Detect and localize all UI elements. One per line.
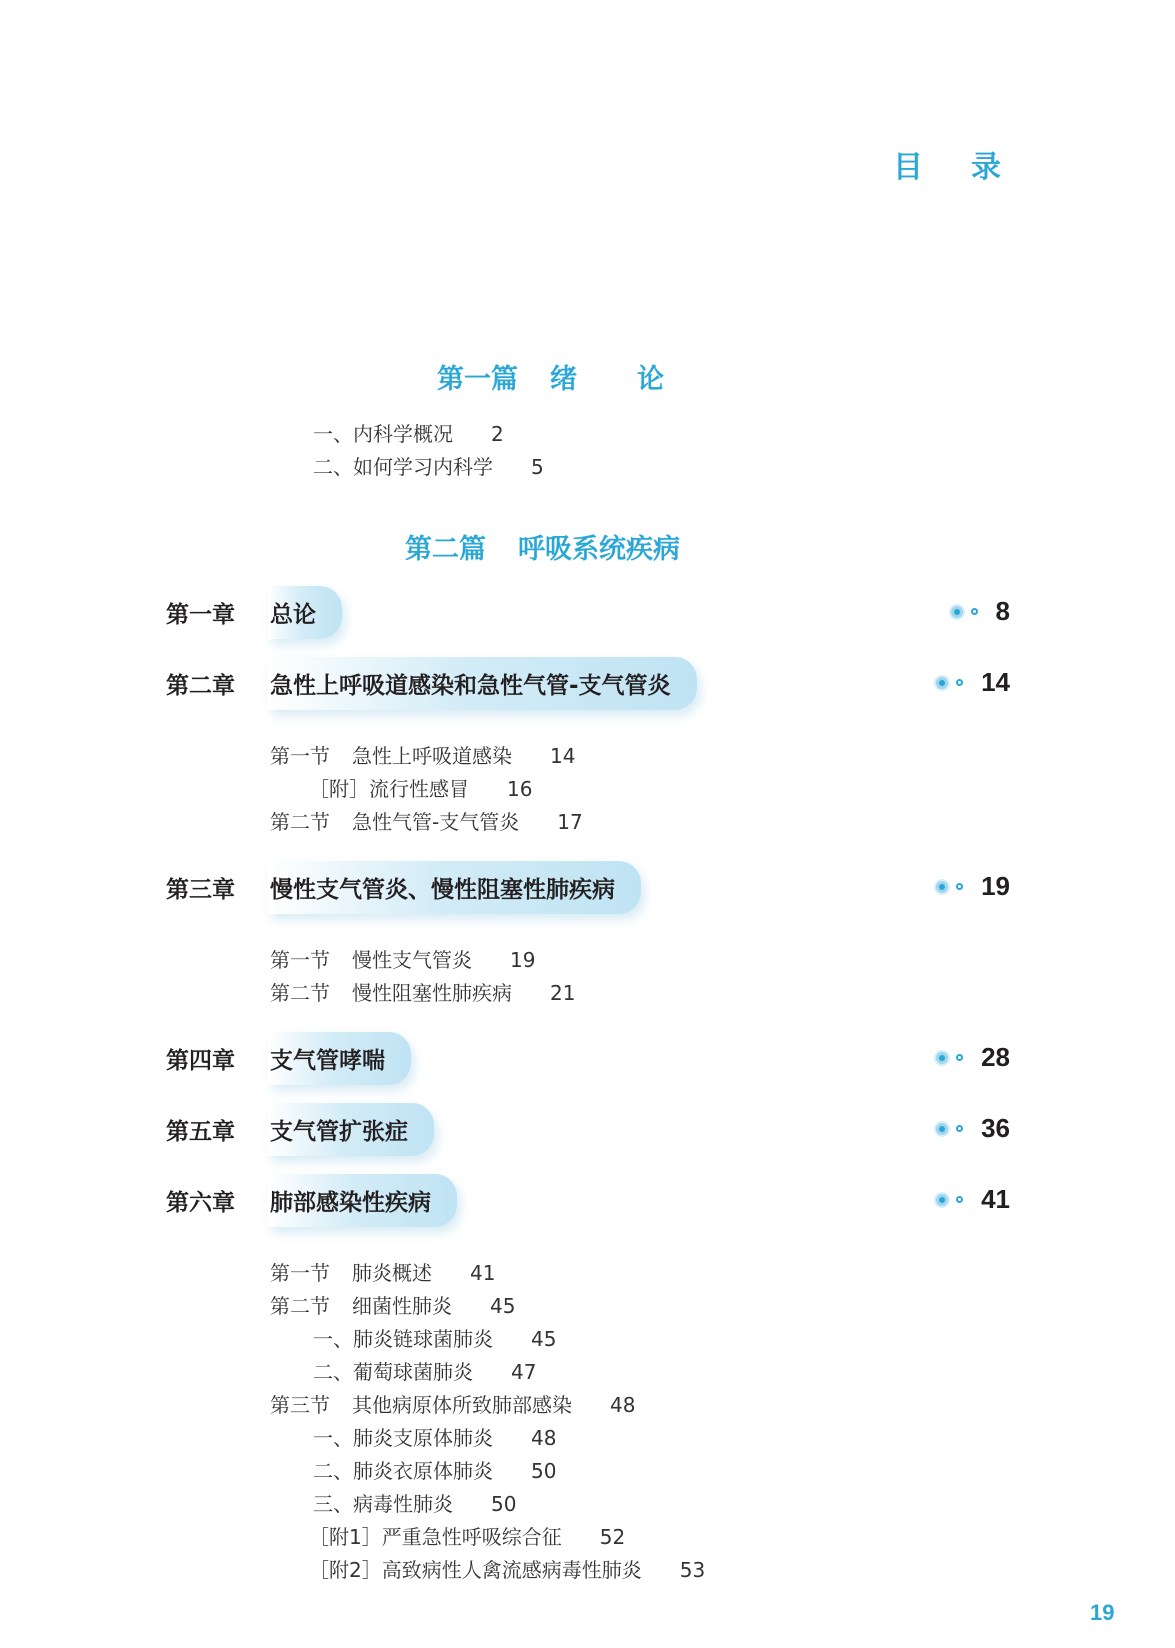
toc-entry[interactable]: [270, 1389, 635, 1418]
entry-page: 2: [491, 422, 504, 446]
entry-page: 50: [531, 1459, 557, 1483]
entry-label: 一、内科学概况: [313, 422, 453, 446]
chapter-title: 肺部感染性疾病: [268, 1174, 457, 1227]
chapter-row[interactable]: [0, 1033, 411, 1083]
part-heading: [437, 357, 724, 396]
chapter-page-number: 36: [981, 1113, 1010, 1143]
chapter-page: [951, 596, 1010, 627]
entry-page: 5: [531, 455, 544, 479]
chapter-page: [936, 1113, 1010, 1144]
bullet-dot-icon: [936, 677, 948, 689]
chapter-page-number: 8: [995, 596, 1010, 626]
page-number: 19: [1090, 1600, 1115, 1625]
entry-page: 21: [550, 981, 576, 1005]
entry-page: 17: [557, 810, 583, 834]
entry-label: 其他病原体所致肺部感染: [352, 1393, 572, 1417]
entry-label: 慢性阻塞性肺疾病: [352, 981, 512, 1005]
entry-page: 14: [550, 744, 576, 768]
chapter-page-number: 19: [981, 871, 1010, 901]
entry-label: ［附1］严重急性呼吸综合征: [309, 1525, 562, 1549]
chapter-number: 第五章: [166, 1118, 235, 1145]
toc-entry[interactable]: [309, 1521, 625, 1550]
chapter-page: [936, 871, 1010, 902]
toc-entry[interactable]: [313, 1455, 556, 1484]
section-prefix: 第二节: [270, 981, 330, 1005]
chapter-number: 第二章: [166, 672, 235, 699]
entry-label: 一、肺炎支原体肺炎: [313, 1426, 493, 1450]
toc-entry[interactable]: [309, 1554, 705, 1583]
toc-entry[interactable]: [313, 418, 504, 447]
chapter-row[interactable]: [0, 1104, 434, 1154]
bullet-ring-icon: [956, 679, 963, 686]
entry-label: 细菌性肺炎: [352, 1294, 452, 1318]
part-heading: [405, 527, 680, 566]
entry-label: ［附2］高致病性人禽流感病毒性肺炎: [309, 1558, 642, 1582]
entry-page: 41: [470, 1261, 496, 1285]
section-prefix: 第三节: [270, 1393, 330, 1417]
entry-page: 16: [507, 777, 533, 801]
part-number: 第一篇: [437, 364, 518, 395]
entry-page: 52: [599, 1525, 626, 1549]
bullet-ring-icon: [956, 883, 963, 890]
chapter-title: 急性上呼吸道感染和急性气管-支气管炎: [268, 657, 697, 710]
toc-entry[interactable]: [313, 1323, 556, 1352]
entry-label: ［附］流行性感冒: [309, 777, 469, 801]
entry-label: 三、病毒性肺炎: [313, 1492, 453, 1516]
chapter-page-number: 14: [981, 667, 1010, 697]
chapter-number: 第四章: [166, 1047, 235, 1074]
chapter-row[interactable]: [0, 862, 641, 912]
bullet-dot-icon: [936, 881, 948, 893]
part-name: 呼吸系统疾病: [518, 534, 680, 565]
chapter-page: [936, 667, 1010, 698]
toc-entry[interactable]: [270, 806, 583, 835]
toc-entry[interactable]: [270, 1257, 495, 1286]
chapter-title: 总论: [268, 586, 342, 639]
toc-entry[interactable]: [270, 944, 535, 973]
entry-page: 48: [531, 1426, 557, 1450]
entry-label: 一、肺炎链球菌肺炎: [313, 1327, 493, 1351]
entry-page: 48: [610, 1393, 636, 1417]
bullet-ring-icon: [956, 1196, 963, 1203]
section-prefix: 第二节: [270, 810, 330, 834]
chapter-page-number: 41: [981, 1184, 1010, 1214]
part-name: 绪论: [550, 364, 724, 395]
toc-entry[interactable]: [270, 977, 575, 1006]
toc-title: 目录: [893, 150, 1049, 185]
chapter-number: 第一章: [166, 601, 235, 628]
chapter-row[interactable]: [0, 1175, 457, 1225]
bullet-dot-icon: [936, 1123, 948, 1135]
bullet-dot-icon: [936, 1052, 948, 1064]
toc-entry[interactable]: [313, 1422, 556, 1451]
toc-entry[interactable]: [313, 451, 544, 480]
section-prefix: 第一节: [270, 744, 330, 768]
toc-entry[interactable]: [309, 773, 532, 802]
chapter-title: 支气管哮喘: [268, 1032, 411, 1085]
entry-page: 53: [679, 1558, 706, 1582]
entry-label: 急性上呼吸道感染: [352, 744, 512, 768]
entry-label: 二、葡萄球菌肺炎: [313, 1360, 473, 1384]
chapter-number: 第三章: [166, 876, 235, 903]
entry-label: 慢性支气管炎: [352, 948, 472, 972]
chapter-page-number: 28: [981, 1042, 1010, 1072]
section-prefix: 第一节: [270, 948, 330, 972]
chapter-row[interactable]: [0, 587, 342, 637]
chapter-title: 慢性支气管炎、慢性阻塞性肺疾病: [268, 861, 641, 914]
part-number: 第二篇: [405, 534, 486, 565]
section-prefix: 第一节: [270, 1261, 330, 1285]
toc-entry[interactable]: [270, 1290, 515, 1319]
bullet-ring-icon: [956, 1054, 963, 1061]
chapter-page: [936, 1042, 1010, 1073]
entry-label: 二、肺炎衣原体肺炎: [313, 1459, 493, 1483]
entry-page: 47: [511, 1360, 537, 1384]
entry-label: 肺炎概述: [352, 1261, 432, 1285]
bullet-dot-icon: [936, 1194, 948, 1206]
entry-page: 45: [531, 1327, 557, 1351]
entry-page: 19: [510, 948, 536, 972]
toc-entry[interactable]: [270, 740, 575, 769]
bullet-ring-icon: [956, 1125, 963, 1132]
entry-label: 急性气管-支气管炎: [352, 810, 520, 834]
section-prefix: 第二节: [270, 1294, 330, 1318]
chapter-page: [936, 1184, 1010, 1215]
entry-page: 45: [490, 1294, 516, 1318]
toc-entry[interactable]: [313, 1488, 516, 1517]
bullet-ring-icon: [971, 608, 978, 615]
entry-label: 二、如何学习内科学: [313, 455, 493, 479]
toc-entry[interactable]: [313, 1356, 536, 1385]
chapter-title: 支气管扩张症: [268, 1103, 434, 1156]
chapter-number: 第六章: [166, 1189, 235, 1216]
chapter-row[interactable]: [0, 658, 697, 708]
entry-page: 50: [491, 1492, 517, 1516]
bullet-dot-icon: [951, 606, 963, 618]
